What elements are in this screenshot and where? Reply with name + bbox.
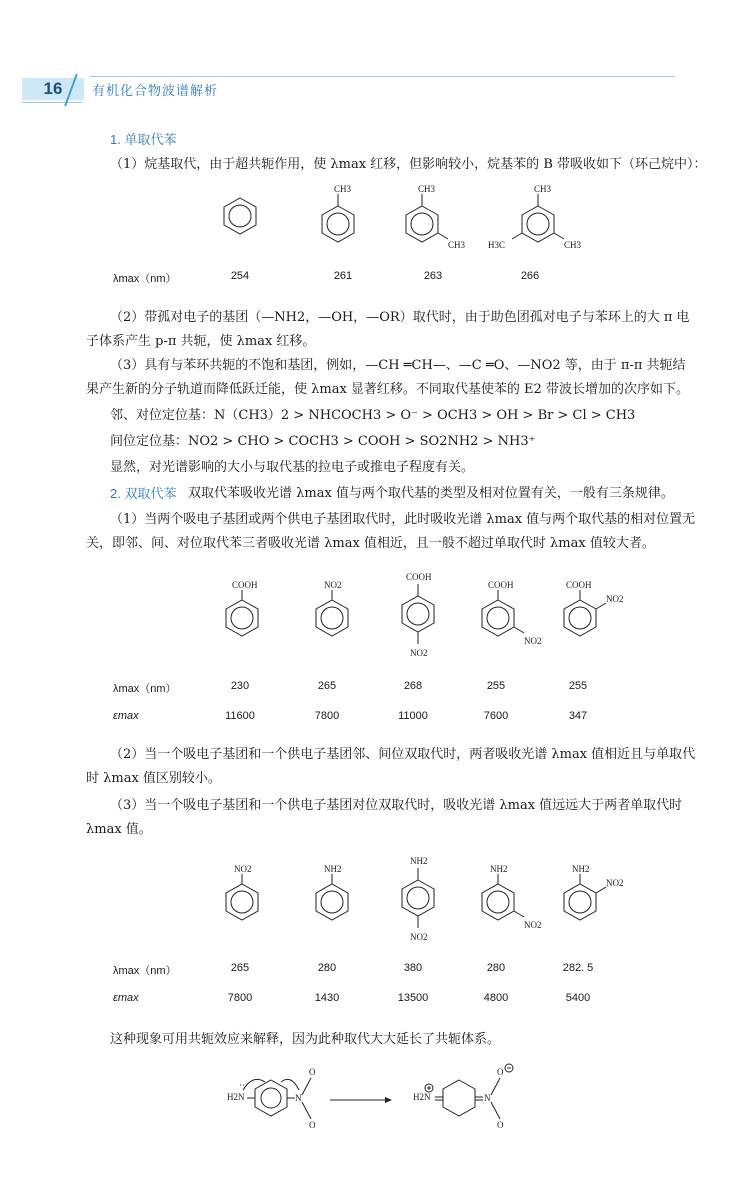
- section-1-title: 1. 单取代苯: [110, 132, 177, 147]
- s1-lambda-value: 266: [520, 270, 540, 282]
- page-number: 16: [22, 78, 84, 100]
- o-nitrobenzoic-acid-structure: [560, 580, 630, 640]
- t1-lambda-value: 255: [486, 680, 506, 692]
- no2-label: NO2: [524, 920, 542, 930]
- p-nitrobenzoic-acid-structure: [398, 572, 448, 662]
- o-label: O: [309, 1120, 316, 1130]
- t2-lambda-value: 380: [403, 962, 423, 974]
- resonance-diagram: [225, 1062, 525, 1132]
- mesitylene-ch3-right: CH3: [564, 240, 582, 250]
- t1-eps-value: 7600: [483, 710, 509, 722]
- benzene-structure: [220, 188, 260, 248]
- n-label: N: [484, 1093, 491, 1103]
- t1-eps-value: 347: [568, 710, 588, 722]
- t2-lambda-label: λmax（nm）: [113, 965, 177, 977]
- nh2-label: NH2: [490, 864, 508, 874]
- o-label: O: [497, 1067, 504, 1077]
- nh2-label: NH2: [410, 856, 428, 866]
- toluene-ch3-label: CH3: [334, 184, 352, 194]
- section-2-title: 2. 双取代苯: [110, 486, 177, 501]
- t1-lambda-value: 255: [568, 680, 588, 692]
- t1-eps-value: 7800: [314, 710, 340, 722]
- m-nitroaniline-structure: [478, 864, 548, 934]
- mesitylene-structure: [488, 184, 588, 250]
- s2-paragraph-4: 这种现象可用共轭效应来解释，因为此种取代大大延长了共轭体系。: [110, 1032, 501, 1047]
- m-nitrobenzoic-acid-structure: [478, 580, 548, 650]
- nitrobenzene-structure: [312, 580, 362, 640]
- aniline-structure: [312, 864, 362, 924]
- no2-label: NO2: [606, 878, 624, 888]
- s1-lambda-value: 263: [423, 270, 443, 282]
- t2-eps-value: 7800: [227, 992, 253, 1004]
- o-label: O: [309, 1067, 316, 1077]
- cooh-label: COOH: [406, 572, 432, 582]
- s2-paragraph-2a: （2）当一个吸电子基团和一个供电子基团邻、间位双取代时，两者吸收光谱 λmax 值相近且与单取代: [110, 747, 696, 762]
- t1-lambda-label: λmax（nm）: [113, 683, 177, 695]
- no2-label: NO2: [410, 648, 428, 658]
- no2-label: NO2: [324, 580, 342, 590]
- t2-eps-label: εmax: [113, 992, 139, 1004]
- mesitylene-h3c-left: H3C: [488, 240, 506, 250]
- no2-label: NO2: [234, 864, 252, 874]
- t2-lambda-value: 280: [317, 962, 337, 974]
- t1-lambda-value: 230: [230, 680, 250, 692]
- toluene-structure: [318, 184, 368, 248]
- no2-label: NO2: [410, 932, 428, 942]
- s2-paragraph-2b: 时 λmax 值区别较小。: [86, 771, 221, 786]
- m-xylene-structure: [402, 184, 466, 250]
- t2-eps-value: 4800: [483, 992, 509, 1004]
- t1-lambda-value: 265: [317, 680, 337, 692]
- t2-lambda-value: 282. 5: [562, 962, 594, 974]
- header-rule: [90, 76, 675, 77]
- t2-eps-value: 13500: [397, 992, 429, 1004]
- t1-lambda-value: 268: [403, 680, 423, 692]
- nh2-label: NH2: [324, 864, 342, 874]
- s1-paragraph-2a: （2）带孤对电子的基团（—NH2，—OH，—OR）取代时，由于助色团孤对电子与苯环上的大 π 电: [110, 310, 690, 325]
- t1-eps-value: 11000: [398, 710, 428, 722]
- m-xylene-ch3-top: CH3: [418, 184, 436, 194]
- cooh-label: COOH: [232, 580, 258, 590]
- t2-eps-value: 1430: [314, 992, 340, 1004]
- s2-intro: 双取代苯吸收光谱 λmax 值与两个取代基的类型及相对位置有关，一般有三条规律。: [188, 486, 674, 501]
- mesitylene-ch3-top: CH3: [534, 184, 552, 194]
- s1-paragraph-4: 显然，对光谱影响的大小与取代基的拉电子或推电子程度有关。: [110, 460, 475, 475]
- s1-paragraph-1: （1）烷基取代，由于超共轭作用，使 λmax 红移，但影响较小，烷基苯的 B 带吸收如下（环己烷中）：: [110, 157, 707, 172]
- s2-paragraph-3a: （3）当一个吸电子基团和一个供电子基团对位双取代时，吸收光谱 λmax 值远远大于两者单取代时: [110, 798, 683, 813]
- s1-paragraph-2b: 子体系产生 p-π 共轭，使 λmax 红移。: [86, 334, 316, 349]
- s1-lambda-value: 254: [230, 270, 250, 282]
- s1-paragraph-3b: 果产生新的分子轨道而降低跃迁能，使 λmax 显著红移。不同取代基使苯的 E2 带波长增加的次序如下。: [86, 382, 689, 397]
- s2-paragraph-1b: 关，即邻、间、对位取代苯三者吸收光谱 λmax 值相近，且一般不超过单取代时 λmax 值较大者。: [86, 536, 655, 551]
- s2-paragraph-3b: λmax 值。: [86, 822, 152, 837]
- s1-paragraph-3a: （3）具有与苯环共轭的不饱和基团，例如，—CH ═CH—、—C ═O、—NO2 等，由于 π-π 共轭结: [110, 358, 686, 373]
- t2-eps-value: 5400: [565, 992, 591, 1004]
- cooh-label: COOH: [566, 580, 592, 590]
- t1-eps-label: εmax: [113, 710, 139, 722]
- t2-lambda-value: 280: [486, 962, 506, 974]
- cooh-label: COOH: [488, 580, 514, 590]
- t1-eps-value: 11600: [225, 710, 255, 722]
- s2-paragraph-1a: （1）当两个吸电子基团或两个供电子基团取代时，此时吸收光谱 λmax 值与两个取代基的相对位置无: [110, 512, 696, 527]
- benzoic-acid-structure: [222, 580, 272, 640]
- header-rule-left: [22, 102, 82, 103]
- o-nitroaniline-structure: [560, 864, 630, 924]
- lone-pair-dots: ··: [239, 1080, 245, 1090]
- s1-lambda-label: λmax（nm）: [113, 273, 177, 285]
- t2-lambda-value: 265: [230, 962, 250, 974]
- o-label: O: [497, 1120, 504, 1130]
- no2-label: NO2: [524, 636, 542, 646]
- s1-lambda-value: 261: [333, 270, 353, 282]
- ortho-para-directors: 邻、对位定位基：N（CH3）2 > NHCOCH3 > O⁻ > OCH3 > OH > Br > Cl > CH3: [110, 408, 636, 423]
- meta-directors: 间位定位基：NO2 > CHO > COCH3 > COOH > SO2NH2 > NH3⁺: [110, 434, 536, 449]
- p-nitroaniline-structure: [398, 856, 448, 946]
- n-label: N: [295, 1093, 302, 1103]
- book-title: 有机化合物波谱解析: [92, 83, 219, 98]
- no2-label: NO2: [606, 594, 624, 604]
- nh2-label: NH2: [572, 864, 590, 874]
- h2n-label: H2N: [227, 1092, 245, 1102]
- h2n-label: H2N: [413, 1092, 431, 1102]
- nitrobenzene-structure: [222, 864, 272, 924]
- m-xylene-ch3-bottom: CH3: [448, 240, 466, 250]
